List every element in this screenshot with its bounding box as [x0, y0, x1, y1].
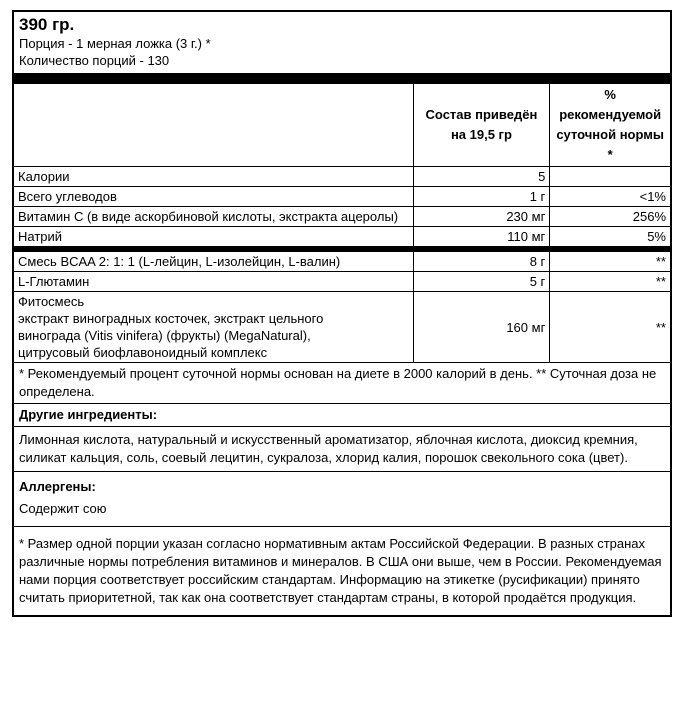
table-row-phytoblend	[14, 292, 670, 363]
phytoblend-line: винограда (Vitis vinifera) (фрукты) (MegaNatural),	[18, 328, 311, 343]
nutrient-dv: 256%	[550, 207, 670, 227]
nutrient-amount: 1 г	[413, 187, 550, 207]
label-header	[14, 12, 670, 83]
nutrient-amount: 110 мг	[413, 227, 550, 250]
nutrient-dv: **	[550, 249, 670, 272]
nutrient-dv: **	[550, 272, 670, 292]
nutrient-name: Витамин С (в виде аскорбиновой кислоты, экстракта ацеролы)	[14, 207, 413, 227]
allergens-text: Содержит сою	[14, 498, 670, 527]
nutrient-amount: 230 мг	[413, 207, 550, 227]
dv-footnote: * Рекомендуемый процент суточной нормы основан на диете в 2000 калорий в день. ** Суточная доза не определена.	[14, 363, 670, 404]
table-header-row	[14, 84, 670, 167]
table-row	[14, 207, 670, 227]
nutrient-name: L-Глютамин	[14, 272, 413, 292]
table-row	[14, 249, 670, 272]
table-row	[14, 187, 670, 207]
servings-count: Количество порций - 130	[19, 53, 170, 68]
serving-size: Порция - 1 мерная ложка (3 г.) *	[19, 36, 211, 51]
allergens-title: Аллергены:	[19, 479, 96, 494]
nutrient-dv	[550, 167, 670, 187]
nutrient-amount: 8 г	[413, 249, 550, 272]
nutrient-amount: 5	[413, 167, 550, 187]
other-ingredients-title: Другие ингредиенты:	[14, 404, 670, 427]
nutrient-amount: 5 г	[413, 272, 550, 292]
header-empty-cell	[14, 84, 413, 167]
amount-column-header: Состав приведён на 19,5 гр	[413, 84, 550, 167]
disclaimer-text: * Размер одной порции указан согласно нормативным актам Российской Федерации. В разных странах различные нормы потребления витаминов и минералов. В США они выше, чем в России. Рекомендуемая нами порция соответствует российским стандартам. Информацию на этикетке (русификации) принято считать приоритетной, так как она соответствует стандартам страны, в которой продаётся продукция.	[19, 536, 662, 605]
nutrient-dv: <1%	[550, 187, 670, 207]
other-ingredients-text: Лимонная кислота, натуральный и искусственный ароматизатор, яблочная кислота, диоксид кремния, силикат кальция, соль, соевый лецитин, сукралоза, хлорид калия, порошок свекольного сока (цвет).	[14, 427, 670, 472]
phytoblend-cell	[14, 292, 413, 363]
nutrient-name: Всего углеводов	[14, 187, 413, 207]
nutrient-name: Смесь BCAA 2: 1: 1 (L-лейцин, L-изолейцин, L-валин)	[14, 249, 413, 272]
table-row	[14, 227, 670, 250]
nutrient-name: Калории	[14, 167, 413, 187]
phytoblend-line: цитрусовый биофлавоноидный комплекс	[18, 345, 268, 360]
nutrition-table	[14, 83, 670, 363]
nutrient-name: Натрий	[14, 227, 413, 250]
phytoblend-title: Фитосмесь	[18, 294, 85, 309]
table-row	[14, 272, 670, 292]
nutrient-dv: **	[550, 292, 670, 363]
nutrition-label	[12, 10, 672, 617]
nutrient-dv: 5%	[550, 227, 670, 250]
nutrient-amount: 160 мг	[413, 292, 550, 363]
dv-column-header: % рекомендуемой суточной нормы *	[550, 84, 670, 167]
phytoblend-line: экстракт виноградных косточек, экстракт цельного	[18, 311, 324, 326]
package-weight: 390 гр.	[19, 15, 75, 34]
table-row	[14, 167, 670, 187]
